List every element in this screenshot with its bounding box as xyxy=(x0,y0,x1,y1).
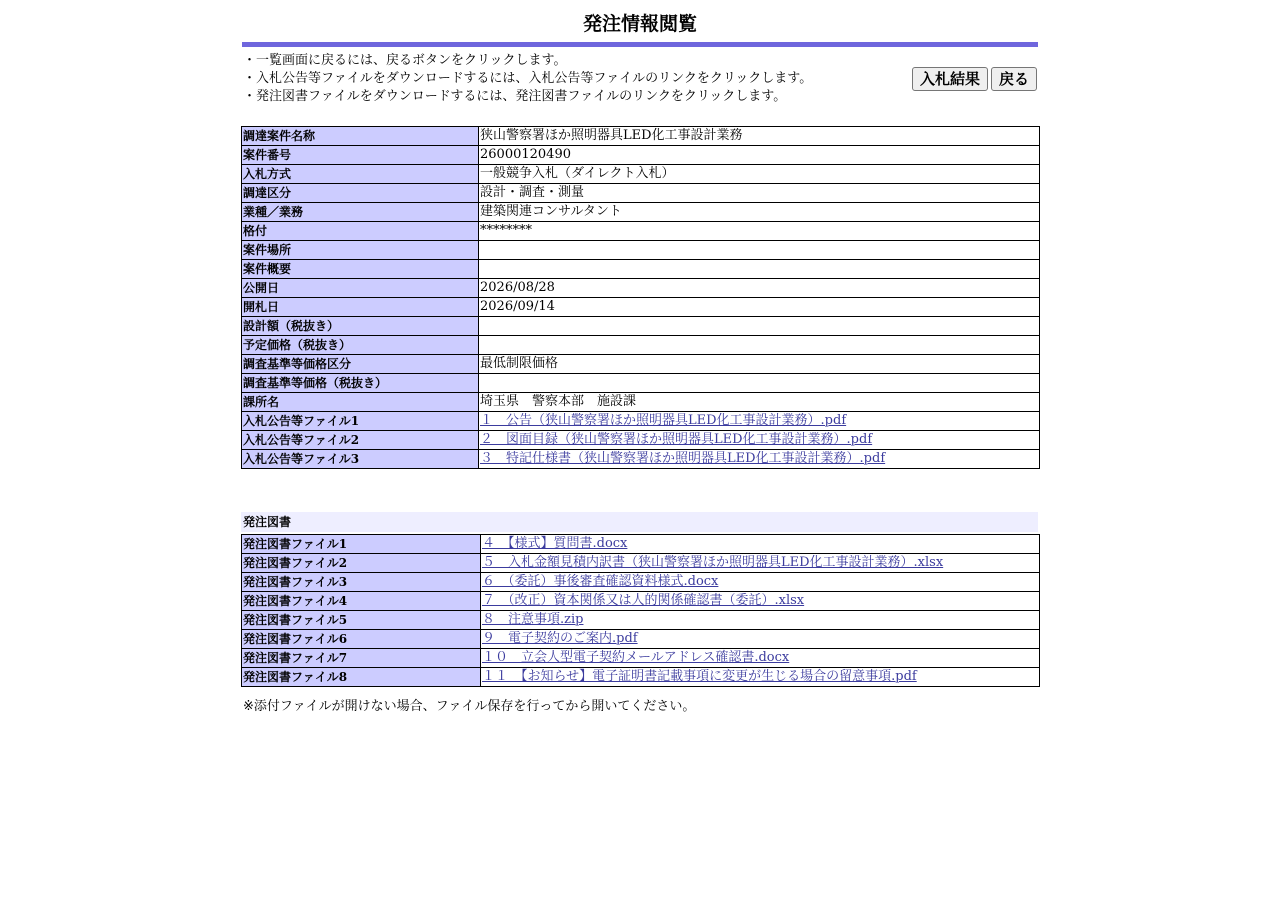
info-row xyxy=(242,127,1040,146)
info-row xyxy=(242,184,1040,203)
row-label: 発注図書ファイル5 xyxy=(242,611,481,630)
row-label: 格付 xyxy=(242,222,479,241)
row-label: 入札公告等ファイル1 xyxy=(242,412,479,431)
drawings-section-title: 発注図書 xyxy=(241,512,1038,532)
row-label: 調達区分 xyxy=(242,184,479,203)
row-value: 26000120490 xyxy=(479,146,1040,165)
row-label: 開札日 xyxy=(242,298,479,317)
file-download-link[interactable]: １ 公告（狭山警察署ほか照明器具LED化工事設計業務）.pdf xyxy=(480,413,847,428)
row-label: 発注図書ファイル7 xyxy=(242,649,481,668)
info-row xyxy=(242,374,1040,393)
drawing-file-row xyxy=(242,668,1040,687)
info-row xyxy=(242,279,1040,298)
file-cell xyxy=(479,412,1040,431)
file-download-link[interactable]: ３ 特記仕様書（狭山警察署ほか照明器具LED化工事設計業務）.pdf xyxy=(480,451,886,466)
row-value xyxy=(479,241,1040,260)
drawing-file-row xyxy=(242,573,1040,592)
title-divider xyxy=(242,42,1038,47)
instruction-line: ・発注図書ファイルをダウンロードするには、発注図書ファイルのリンクをクリックします。 xyxy=(243,89,787,104)
instruction-line: ・一覧画面に戻るには、戻るボタンをクリックします。 xyxy=(243,53,567,68)
file-cell xyxy=(481,611,1040,630)
row-label: 業種／業務 xyxy=(242,203,479,222)
file-cell xyxy=(479,450,1040,469)
drawings-table xyxy=(241,534,1040,687)
file-cell xyxy=(481,554,1040,573)
row-value: 建築関連コンサルタント xyxy=(479,203,1040,222)
info-row xyxy=(242,241,1040,260)
drawing-file-row xyxy=(242,611,1040,630)
file-cell xyxy=(481,535,1040,554)
row-value xyxy=(479,317,1040,336)
row-value xyxy=(479,260,1040,279)
drawing-file-row xyxy=(242,630,1040,649)
info-row xyxy=(242,222,1040,241)
page-title: 発注情報閲覧 xyxy=(582,13,697,35)
row-value: 埼玉県 警察本部 施設課 xyxy=(479,393,1040,412)
row-value: ******** xyxy=(479,222,1040,241)
file-cell xyxy=(481,630,1040,649)
info-row xyxy=(242,203,1040,222)
row-value xyxy=(479,374,1040,393)
footnote: ※添付ファイルが開けない場合、ファイル保存を行ってから開いてください。 xyxy=(243,699,696,714)
file-cell xyxy=(481,649,1040,668)
row-label: 発注図書ファイル6 xyxy=(242,630,481,649)
bid-result-button[interactable]: 入札結果 xyxy=(912,67,988,91)
row-label: 案件場所 xyxy=(242,241,479,260)
file-download-link[interactable]: １０ 立会人型電子契約メールアドレス確認書.docx xyxy=(482,650,790,665)
file-cell xyxy=(479,431,1040,450)
file-download-link[interactable]: ６ （委託）事後審査確認資料様式.docx xyxy=(482,574,719,589)
row-value: 設計・調査・測量 xyxy=(479,184,1040,203)
row-label: 調査基準等価格区分 xyxy=(242,355,479,374)
file-download-link[interactable]: １１ 【お知らせ】電子証明書記載事項に変更が生じる場合の留意事項.pdf xyxy=(482,669,917,684)
instructions xyxy=(243,52,812,106)
row-label: 公開日 xyxy=(242,279,479,298)
drawing-file-row xyxy=(242,649,1040,668)
file-download-link[interactable]: ７ （改正）資本関係又は人的関係確認書（委託）.xlsx xyxy=(482,593,805,608)
instruction-line: ・入札公告等ファイルをダウンロードするには、入札公告等ファイルのリンクをクリックします。 xyxy=(243,71,813,86)
drawing-file-row xyxy=(242,592,1040,611)
row-value: 2026/08/28 xyxy=(479,279,1040,298)
file-download-link[interactable]: ９ 電子契約のご案内.pdf xyxy=(482,631,638,646)
info-row xyxy=(242,298,1040,317)
info-row xyxy=(242,146,1040,165)
row-label: 発注図書ファイル4 xyxy=(242,592,481,611)
file-cell xyxy=(481,668,1040,687)
drawing-file-row xyxy=(242,554,1040,573)
order-info-table xyxy=(241,126,1040,469)
file-cell xyxy=(481,592,1040,611)
row-label: 発注図書ファイル8 xyxy=(242,668,481,687)
row-value xyxy=(479,336,1040,355)
file-cell xyxy=(481,573,1040,592)
info-row xyxy=(242,260,1040,279)
row-label: 調査基準等価格（税抜き） xyxy=(242,374,479,393)
row-label: 案件概要 xyxy=(242,260,479,279)
file-download-link[interactable]: ２ 図面目録（狭山警察署ほか照明器具LED化工事設計業務）.pdf xyxy=(480,432,873,447)
row-value: 最低制限価格 xyxy=(479,355,1040,374)
row-label: 入札公告等ファイル3 xyxy=(242,450,479,469)
notice-file-row xyxy=(242,412,1040,431)
info-row xyxy=(242,165,1040,184)
drawing-file-row xyxy=(242,535,1040,554)
row-label: 入札方式 xyxy=(242,165,479,184)
info-row xyxy=(242,317,1040,336)
back-button[interactable]: 戻る xyxy=(991,67,1037,91)
row-label: 設計額（税抜き） xyxy=(242,317,479,336)
notice-file-row xyxy=(242,450,1040,469)
info-row xyxy=(242,393,1040,412)
row-label: 発注図書ファイル2 xyxy=(242,554,481,573)
row-value: 狭山警察署ほか照明器具LED化工事設計業務 xyxy=(479,127,1040,146)
row-label: 案件番号 xyxy=(242,146,479,165)
file-download-link[interactable]: ５ 入札金額見積内訳書（狭山警察署ほか照明器具LED化工事設計業務）.xlsx xyxy=(482,555,944,570)
notice-file-row xyxy=(242,431,1040,450)
row-label: 調達案件名称 xyxy=(242,127,479,146)
row-label: 発注図書ファイル3 xyxy=(242,573,481,592)
row-label: 予定価格（税抜き） xyxy=(242,336,479,355)
row-label: 課所名 xyxy=(242,393,479,412)
row-label: 発注図書ファイル1 xyxy=(242,535,481,554)
file-download-link[interactable]: ８ 注意事項.zip xyxy=(482,612,584,627)
row-value: 一般競争入札（ダイレクト入札） xyxy=(479,165,1040,184)
row-value: 2026/09/14 xyxy=(479,298,1040,317)
file-download-link[interactable]: ４ 【様式】質問書.docx xyxy=(482,536,628,551)
info-row xyxy=(242,336,1040,355)
info-row xyxy=(242,355,1040,374)
row-label: 入札公告等ファイル2 xyxy=(242,431,479,450)
